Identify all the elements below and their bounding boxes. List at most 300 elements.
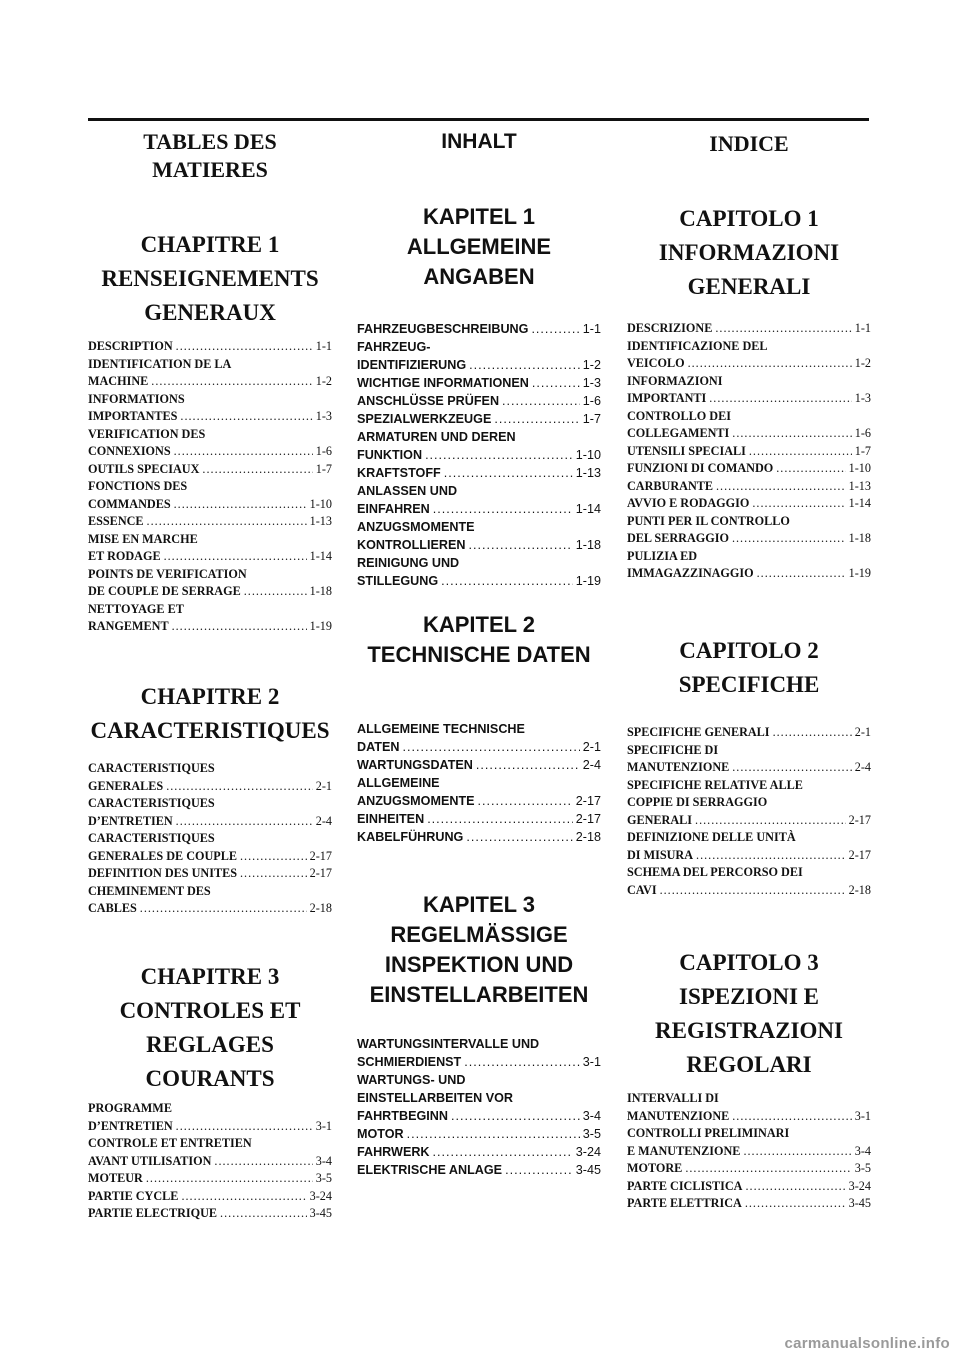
- toc-entry-label: PULIZIA ED: [627, 548, 698, 563]
- toc-entry-label: EINSTELLARBEITEN VOR: [357, 1091, 514, 1105]
- toc-entry[interactable]: [88, 830, 332, 865]
- dot-leader: [716, 478, 846, 496]
- chapter-heading: [357, 890, 601, 1010]
- dot-leader: [427, 810, 573, 828]
- toc-entry[interactable]: [88, 760, 332, 795]
- toc-entry[interactable]: [627, 478, 871, 496]
- toc-entry-label: ALLGEMEINE: [357, 776, 440, 790]
- toc-entry-row: [357, 572, 601, 590]
- toc-entry[interactable]: [357, 320, 601, 338]
- toc-entry-label: SPECIFICHE DI: [627, 742, 719, 757]
- toc-entry[interactable]: [88, 601, 332, 636]
- toc-entry[interactable]: [627, 724, 871, 742]
- toc-entry-label: CARACTERISTIQUES: [88, 796, 215, 810]
- dot-leader: [743, 1143, 851, 1161]
- toc-entry[interactable]: [88, 338, 332, 356]
- toc-entry-row: [627, 812, 871, 830]
- dot-leader: [476, 756, 580, 774]
- chapter-heading-line: CHAPITRE 3: [140, 964, 280, 989]
- toc-entry-row: [357, 1161, 601, 1179]
- toc-entry-label: IDENTIFICAZIONE DEL: [627, 338, 768, 353]
- toc-entry[interactable]: [357, 1143, 601, 1161]
- toc-entry[interactable]: [357, 338, 601, 374]
- toc-entry[interactable]: [88, 566, 332, 601]
- dot-leader: [220, 1205, 307, 1223]
- toc-entry[interactable]: [88, 478, 332, 513]
- toc-entry[interactable]: [88, 1188, 332, 1206]
- toc-title-line: INHALT: [441, 130, 517, 153]
- toc-entry-page: 1-14: [309, 549, 332, 563]
- toc-entry-label: PUNTI PER IL CONTROLLO: [627, 513, 790, 528]
- toc-entry[interactable]: [357, 720, 601, 756]
- toc-entry-label: EINHEITEN: [357, 812, 425, 826]
- dot-leader: [776, 460, 845, 478]
- toc-entry[interactable]: [88, 1135, 332, 1170]
- toc-entry-label: WARTUNGSINTERVALLE UND: [357, 1037, 540, 1051]
- toc-entry-row: [357, 1053, 601, 1071]
- dot-leader: [402, 738, 579, 756]
- toc-entry-page: 1-10: [575, 448, 601, 462]
- toc-entry[interactable]: [627, 864, 871, 899]
- toc-entry-row: [88, 1153, 332, 1171]
- dot-leader: [660, 882, 846, 900]
- toc-entry-label: IMPORTANTES: [88, 409, 178, 423]
- toc-entry[interactable]: [627, 1090, 871, 1125]
- chapter-heading-line: ISPEZIONI E: [679, 984, 819, 1009]
- toc-entry-label: AVANT UTILISATION: [88, 1153, 212, 1168]
- toc-entry[interactable]: [357, 374, 601, 392]
- toc-entry-label: KRAFTSTOFF: [357, 466, 441, 480]
- toc-entry-label: COMMANDES: [88, 496, 171, 511]
- dot-leader: [176, 338, 313, 356]
- toc-entry-row: [627, 495, 871, 513]
- toc-entry-label: FUNZIONI DI COMANDO: [627, 461, 774, 475]
- toc-entry-label: RANGEMENT: [88, 619, 169, 633]
- chapter-heading-line: CONTROLES ET: [119, 998, 301, 1023]
- toc-entry-page: 2-17: [848, 812, 871, 827]
- toc-title: [88, 128, 332, 184]
- dot-leader: [451, 1107, 580, 1125]
- toc-entry-label: INTERVALLI DI: [627, 1091, 719, 1105]
- toc-entry-row: [357, 756, 601, 774]
- toc-entry-page: 2-17: [848, 847, 871, 862]
- dot-leader: [181, 1188, 306, 1206]
- toc-entry[interactable]: [88, 513, 332, 531]
- toc-entry-page: 1-7: [315, 461, 332, 476]
- dot-leader: [773, 724, 852, 742]
- toc-entry-label: COPPIE DI SERRAGGIO: [627, 795, 768, 809]
- toc-entry-row: [88, 813, 332, 831]
- toc-entry-row: [627, 443, 871, 461]
- chapter-heading-line: COURANTS: [145, 1066, 275, 1091]
- toc-entry[interactable]: [357, 774, 601, 810]
- dot-leader: [709, 390, 852, 408]
- toc-entry-page: 3-45: [848, 1196, 871, 1210]
- dot-leader: [146, 1170, 313, 1188]
- chapter-heading-line: INSPEKTION UND: [384, 952, 574, 977]
- toc-entry[interactable]: [357, 410, 601, 428]
- chapter-heading-line: EINSTELLARBEITEN: [369, 982, 589, 1007]
- dot-leader: [166, 778, 313, 796]
- chapter-heading-line: ANGABEN: [423, 264, 535, 289]
- toc-entry-row: [627, 425, 871, 443]
- toc-entry-label: SPECIFICHE GENERALI: [627, 725, 770, 739]
- toc-entry-page: 1-10: [309, 496, 332, 511]
- toc-entry[interactable]: [357, 464, 601, 482]
- toc-entry-label: UTENSILI SPECIALI: [627, 443, 746, 458]
- toc-entry-label: FAHRWERK: [357, 1145, 430, 1159]
- toc-entry[interactable]: [627, 829, 871, 864]
- toc-entry-label: CONNEXIONS: [88, 444, 171, 458]
- toc-entry[interactable]: [627, 408, 871, 443]
- dot-leader: [695, 812, 846, 830]
- toc-entry[interactable]: [357, 428, 601, 464]
- toc-entry[interactable]: [357, 482, 601, 518]
- toc-entry[interactable]: [88, 1100, 332, 1135]
- toc-entry-page: 3-5: [315, 1171, 332, 1185]
- toc-entry-row: [627, 355, 871, 373]
- chapter-heading-line: GENERALI: [687, 274, 811, 299]
- dot-leader: [469, 356, 580, 374]
- chapter-heading-line: KAPITEL 3: [422, 892, 536, 917]
- toc-entry-row: [357, 374, 601, 392]
- toc-entry-label: ALLGEMEINE TECHNISCHE: [357, 722, 525, 736]
- dot-leader: [494, 410, 579, 428]
- toc-entry[interactable]: [357, 810, 601, 828]
- toc-entry-label: PARTIE CYCLE: [88, 1188, 179, 1203]
- dot-leader: [685, 1160, 851, 1178]
- toc-entry-row: [88, 548, 332, 566]
- dot-leader: [732, 759, 852, 777]
- toc-entry-label: CARACTERISTIQUES: [88, 831, 215, 845]
- toc-entry-page: 2-1: [315, 778, 332, 793]
- toc-entry-list: [627, 320, 871, 583]
- toc-entry-page: 1-19: [848, 566, 871, 580]
- toc-entry-label: FAHRTBEGINN: [357, 1109, 448, 1123]
- dot-leader: [757, 565, 846, 583]
- toc-entry[interactable]: [627, 1160, 871, 1178]
- toc-entry-list: [357, 320, 601, 590]
- toc-entry[interactable]: [357, 756, 601, 774]
- toc-entry-row: [88, 1188, 332, 1206]
- toc-entry-row: [88, 1170, 332, 1188]
- toc-entry-label: PROGRAMME: [88, 1101, 172, 1115]
- toc-entry-label: CONTROLLO DEI: [627, 408, 731, 423]
- dot-leader: [174, 443, 313, 461]
- toc-entry-label: IMPORTANTI: [627, 391, 707, 405]
- toc-entry-page: 2-4: [582, 758, 601, 772]
- toc-entry-row: [357, 810, 601, 828]
- toc-entry-label: PARTIE ELECTRIQUE: [88, 1206, 218, 1220]
- toc-entry-row: [357, 738, 601, 756]
- toc-entry-row: [88, 338, 332, 356]
- toc-entry-row: [357, 792, 601, 810]
- toc-entry-row: [357, 446, 601, 464]
- toc-entry-label: ARMATUREN UND DEREN: [357, 430, 516, 444]
- chapter-heading-line: CAPITOLO 2: [679, 638, 819, 663]
- toc-entry-list: [357, 720, 601, 846]
- toc-entry-label: MANUTENZIONE: [627, 1108, 730, 1123]
- dot-leader: [407, 1125, 580, 1143]
- toc-entry-page: 1-13: [575, 466, 601, 480]
- dot-leader: [732, 530, 846, 548]
- toc-entry[interactable]: [88, 795, 332, 830]
- toc-entry-label: SCHEMA DEL PERCORSO DEI: [627, 865, 803, 879]
- chapter-heading-line: KAPITEL 1: [422, 204, 536, 229]
- toc-entry[interactable]: [88, 461, 332, 479]
- toc-entry[interactable]: [357, 1125, 601, 1143]
- dot-leader: [466, 828, 572, 846]
- toc-entry-page: 2-17: [575, 794, 601, 808]
- chapter-heading-line: REGLAGES: [146, 1032, 274, 1057]
- toc-entry-page: 3-5: [854, 1161, 871, 1175]
- toc-entry-page: 3-4: [315, 1153, 332, 1168]
- chapter-heading: [88, 228, 332, 330]
- dot-leader: [433, 500, 573, 518]
- toc-entry-label: STILLEGUNG: [357, 574, 439, 588]
- toc-entry-label: PARTE ELETTRICA: [627, 1196, 742, 1210]
- toc-entry-label: PARTE CICLISTICA: [627, 1178, 743, 1193]
- toc-entry-row: [627, 390, 871, 408]
- dot-leader: [202, 461, 312, 479]
- toc-entry-page: 1-19: [309, 619, 332, 633]
- toc-entry[interactable]: [627, 1195, 871, 1213]
- toc-entry-page: 3-1: [854, 1108, 871, 1123]
- dot-leader: [732, 425, 851, 443]
- toc-entry-label: ANLASSEN UND: [357, 484, 458, 498]
- toc-entry-label: FONCTIONS DES: [88, 479, 188, 493]
- dot-leader: [180, 408, 312, 426]
- toc-entry-page: 3-24: [575, 1145, 601, 1159]
- toc-entry[interactable]: [627, 742, 871, 777]
- dot-leader: [749, 443, 852, 461]
- toc-entry-label: SPEZIALWERKZEUGE: [357, 412, 492, 426]
- toc-entry[interactable]: [627, 443, 871, 461]
- toc-entry[interactable]: [627, 320, 871, 338]
- dot-leader: [244, 583, 307, 601]
- dot-leader: [696, 847, 846, 865]
- toc-entry-row: [627, 478, 871, 496]
- dot-leader: [468, 536, 572, 554]
- toc-entry-page: 3-5: [582, 1127, 601, 1141]
- toc-entry-page: 2-17: [575, 812, 601, 826]
- toc-entry-list: [88, 1100, 332, 1223]
- toc-entry-label: MOTOR: [357, 1127, 404, 1141]
- dot-leader: [478, 792, 573, 810]
- toc-entry-row: [627, 1143, 871, 1161]
- dot-leader: [176, 1118, 313, 1136]
- toc-entry[interactable]: [627, 460, 871, 478]
- toc-entry-page: 3-24: [309, 1188, 332, 1203]
- toc-entry[interactable]: [357, 1035, 601, 1071]
- chapter-heading-line: REGISTRAZIONI: [655, 1018, 843, 1043]
- dot-leader: [732, 1108, 852, 1126]
- toc-entry[interactable]: [88, 1205, 332, 1223]
- toc-entry-page: 1-1: [315, 339, 332, 353]
- toc-entry-row: [88, 496, 332, 514]
- toc-entry-page: 1-6: [315, 444, 332, 458]
- toc-title-line: INDICE: [709, 131, 789, 156]
- toc-entry-label: KONTROLLIEREN: [357, 538, 466, 552]
- chapter-heading-line: INFORMAZIONI: [658, 240, 840, 265]
- toc-entry-page: 1-3: [315, 409, 332, 423]
- toc-entry[interactable]: [88, 865, 332, 883]
- toc-entry-list: [627, 1090, 871, 1213]
- toc-entry-page: 1-6: [582, 394, 601, 408]
- toc-entry-page: 3-1: [582, 1055, 601, 1069]
- chapter-heading-line: RENSEIGNEMENTS: [101, 266, 319, 291]
- top-rule: [88, 118, 869, 121]
- toc-entry[interactable]: [627, 338, 871, 373]
- toc-entry-label: SCHMIERDIENST: [357, 1055, 462, 1069]
- toc-entry-page: 3-1: [315, 1118, 332, 1133]
- toc-entry-row: [357, 392, 601, 410]
- toc-entry-page: 1-18: [848, 531, 871, 545]
- toc-entry-label: AVVIO E RODAGGIO: [627, 496, 750, 510]
- toc-entry[interactable]: [357, 518, 601, 554]
- toc-entry-page: 1-1: [854, 321, 871, 335]
- toc-entry-label: COLLEGAMENTI: [627, 426, 730, 440]
- toc-entry-label: CAVI: [627, 882, 657, 897]
- toc-entry-page: 2-1: [854, 725, 871, 739]
- toc-entry-row: [627, 1178, 871, 1196]
- toc-entry-row: [627, 460, 871, 478]
- toc-entry-label: WARTUNGSDATEN: [357, 758, 473, 772]
- watermark: carmanualsonline.info: [784, 1335, 950, 1352]
- toc-entry[interactable]: [88, 391, 332, 426]
- toc-entry-label: VERIFICATION DES: [88, 426, 206, 441]
- chapter-heading-line: CAPITOLO 1: [679, 206, 819, 231]
- toc-entry-page: 2-18: [575, 830, 601, 844]
- toc-entry-label: NETTOYAGE ET: [88, 601, 184, 616]
- toc-entry[interactable]: [88, 883, 332, 918]
- toc-title: [357, 128, 601, 156]
- toc-entry-row: [357, 410, 601, 428]
- toc-entry[interactable]: [627, 495, 871, 513]
- chapter-heading: [357, 202, 601, 292]
- toc-entry-row: [357, 1143, 601, 1161]
- toc-entry-label: MOTORE: [627, 1161, 683, 1175]
- toc-entry[interactable]: [357, 828, 601, 846]
- toc-entry-row: [357, 320, 601, 338]
- toc-entry-label: DESCRIPTION: [88, 339, 173, 353]
- toc-entry-row: [88, 848, 332, 866]
- toc-entry[interactable]: [627, 1125, 871, 1160]
- toc-entry-label: ANSCHLÜSSE PRÜFEN: [357, 394, 500, 408]
- dot-leader: [172, 618, 307, 636]
- toc-title-line: MATIERES: [152, 157, 268, 182]
- toc-entry-row: [88, 443, 332, 461]
- toc-entry-row: [88, 900, 332, 918]
- chapter-heading-line: CAPITOLO 3: [679, 950, 819, 975]
- chapter-heading: [627, 946, 871, 1082]
- toc-entry-label: DEFINIZIONE DELLE UNITÀ: [627, 830, 796, 844]
- toc-entry-row: [88, 513, 332, 531]
- toc-entry[interactable]: [627, 373, 871, 408]
- toc-entry-page: 1-18: [309, 584, 332, 598]
- toc-entry-row: [627, 530, 871, 548]
- dot-leader: [140, 900, 307, 918]
- toc-entry-label: KABELFÜHRUNG: [357, 830, 464, 844]
- toc-entry-list: [627, 724, 871, 899]
- chapter-heading: [88, 680, 332, 748]
- toc-entry-list: [357, 1035, 601, 1179]
- toc-entry-label: ANZUGSMOMENTE: [357, 794, 475, 808]
- toc-entry-label: DEFINITION DES UNITES: [88, 866, 237, 880]
- toc-entry-list: [88, 338, 332, 636]
- toc-entry[interactable]: [357, 392, 601, 410]
- toc-entry[interactable]: [88, 356, 332, 391]
- toc-entry-page: 1-2: [854, 356, 871, 370]
- toc-entry-page: 1-7: [854, 443, 871, 458]
- toc-entry-row: [627, 724, 871, 742]
- toc-entry-page: 3-45: [575, 1163, 601, 1177]
- toc-entry-label: OUTILS SPECIAUX: [88, 461, 200, 476]
- chapter-heading-line: CARACTERISTIQUES: [90, 718, 330, 743]
- toc-entry-page: 2-17: [309, 866, 332, 880]
- toc-entry-label: ET RODAGE: [88, 549, 161, 563]
- toc-entry-label: VEICOLO: [627, 356, 685, 370]
- toc-entry-row: [627, 882, 871, 900]
- toc-entry-row: [88, 373, 332, 391]
- toc-entry-label: MOTEUR: [88, 1171, 143, 1185]
- dot-leader: [433, 1143, 573, 1161]
- toc-entry-label: MANUTENZIONE: [627, 760, 730, 774]
- toc-entry-label: FAHRZEUGBESCHREIBUNG: [357, 322, 529, 336]
- toc-entry-label: DI MISURA: [627, 847, 694, 862]
- toc-entry[interactable]: [627, 777, 871, 830]
- dot-leader: [441, 572, 573, 590]
- dot-leader: [174, 496, 307, 514]
- chapter-heading-line: KAPITEL 2: [422, 612, 536, 637]
- toc-entry[interactable]: [357, 1161, 601, 1179]
- toc-entry-row: [88, 461, 332, 479]
- toc-entry-label: GENERALES: [88, 778, 164, 793]
- toc-entry-row: [88, 583, 332, 601]
- toc-entry-page: 2-18: [309, 901, 332, 915]
- dot-leader: [176, 813, 313, 831]
- toc-entry-row: [88, 865, 332, 883]
- toc-entry-label: CABLES: [88, 901, 137, 915]
- toc-entry-page: 1-1: [582, 322, 601, 336]
- toc-entry[interactable]: [627, 513, 871, 548]
- toc-entry-label: DE COUPLE DE SERRAGE: [88, 584, 241, 598]
- dot-leader: [532, 374, 580, 392]
- toc-entry[interactable]: [357, 554, 601, 590]
- toc-entry[interactable]: [88, 1170, 332, 1188]
- toc-entry-page: 1-2: [315, 374, 332, 388]
- toc-entry[interactable]: [88, 531, 332, 566]
- toc-entry-label: WICHTIGE INFORMATIONEN: [357, 376, 529, 390]
- dot-leader: [164, 548, 307, 566]
- dot-leader: [502, 392, 580, 410]
- toc-entry-label: IMMAGAZZINAGGIO: [627, 566, 754, 580]
- toc-entry-page: 2-1: [582, 740, 601, 754]
- toc-entry-page: 1-14: [575, 502, 601, 516]
- chapter-heading-line: TECHNISCHE DATEN: [367, 642, 591, 667]
- toc-entry-page: 2-17: [309, 848, 332, 863]
- toc-entry[interactable]: [627, 1178, 871, 1196]
- dot-leader: [531, 320, 579, 338]
- toc-entry[interactable]: [88, 426, 332, 461]
- chapter-heading-line: REGELMÄSSIGE: [390, 922, 568, 947]
- toc-title-line: TABLES DES: [143, 129, 277, 154]
- toc-entry[interactable]: [627, 548, 871, 583]
- toc-entry-list: [88, 760, 332, 918]
- chapter-heading-line: SPECIFICHE: [678, 672, 820, 697]
- toc-entry[interactable]: [357, 1071, 601, 1125]
- toc-entry-label: CHEMINEMENT DES: [88, 883, 211, 898]
